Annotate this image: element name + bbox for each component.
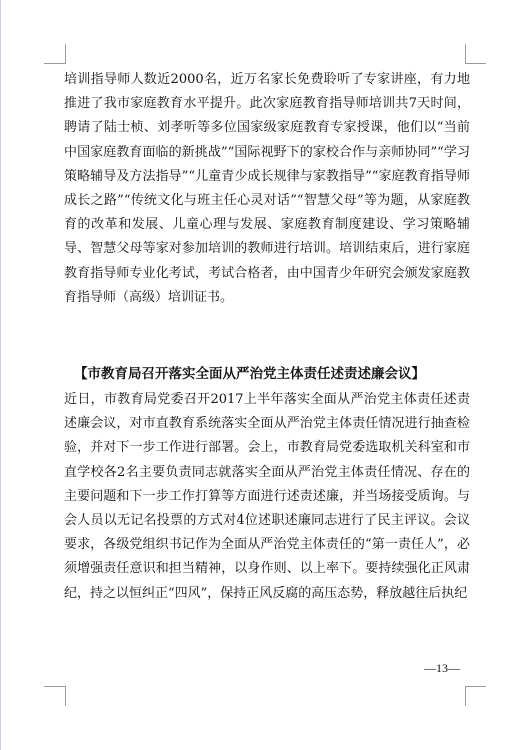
body-paragraph-2: 近日，市教育局党委召开2017上半年落实全面从严治党主体责任述责述廉会议，对市直教育系统落实全面从严治党主体责任情况进行抽查检验，并对下一步工作进行部署。会上，市教育局党委选取机关科室和市直学校各2名主要负责同志就落实全面从严治党主体责任情况、存在的主要问题和下一步工作打算等方面进行述责述廉，并当场接受质询。与会人员以无记名投票的方式对4位述职述廉同志进行了民主评议。会议要求，各级党组织书记作为全面从严治党主体责任的“第一责任人”，必须增强责任意识和担当精神，以身作则、以上率下。要持续强化正风肃纪，持之以恒纠正“四风”，保持正风反腐的高压态势，释放越往后执纪 xyxy=(64,392,470,601)
crop-mark-bottom-left xyxy=(44,686,65,687)
crop-mark-bottom-left xyxy=(65,686,66,706)
crop-mark-top-right xyxy=(465,44,466,64)
crop-mark-top-left xyxy=(44,63,65,64)
crop-mark-bottom-right xyxy=(465,686,466,706)
crop-mark-bottom-right xyxy=(465,686,486,687)
page-edge-line xyxy=(0,0,1,750)
section-heading: 【市教育局召开落实全面从严治党主体责任述责述廉会议】 xyxy=(74,366,425,382)
page-number: —13— xyxy=(424,661,460,675)
body-paragraph-1: 培训指导师人数近2000名，近万名家长免费聆听了专家讲座，有力地推进了我市家庭教育水平提升。此次家庭教育指导师培训共7天时间，聘请了陆士桢、刘孝听等多位国家级家庭教育专家授课，他们以“当前中国家庭教育面临的新挑战”“国际视野下的家校合作与亲师协同”“学习策略辅导及方法指导”“儿童青少成长规律与家教指导”“家庭教育指导师成长之路”“传统文化与班主任心灵对话”“智慧父母”等为题，从家庭教育的改革和发展、儿童心理与发展、家庭教育制度建设、学习策略辅导、智慧父母等家对参加培训的教师进行培训。培训结束后，进行家庭教育指导师专业化考试，考试合格者，由中国青少年研究会颁发家庭教育指导师（高级）培训证书。 xyxy=(64,72,470,305)
crop-mark-top-left xyxy=(65,44,66,64)
crop-mark-top-right xyxy=(465,63,486,64)
